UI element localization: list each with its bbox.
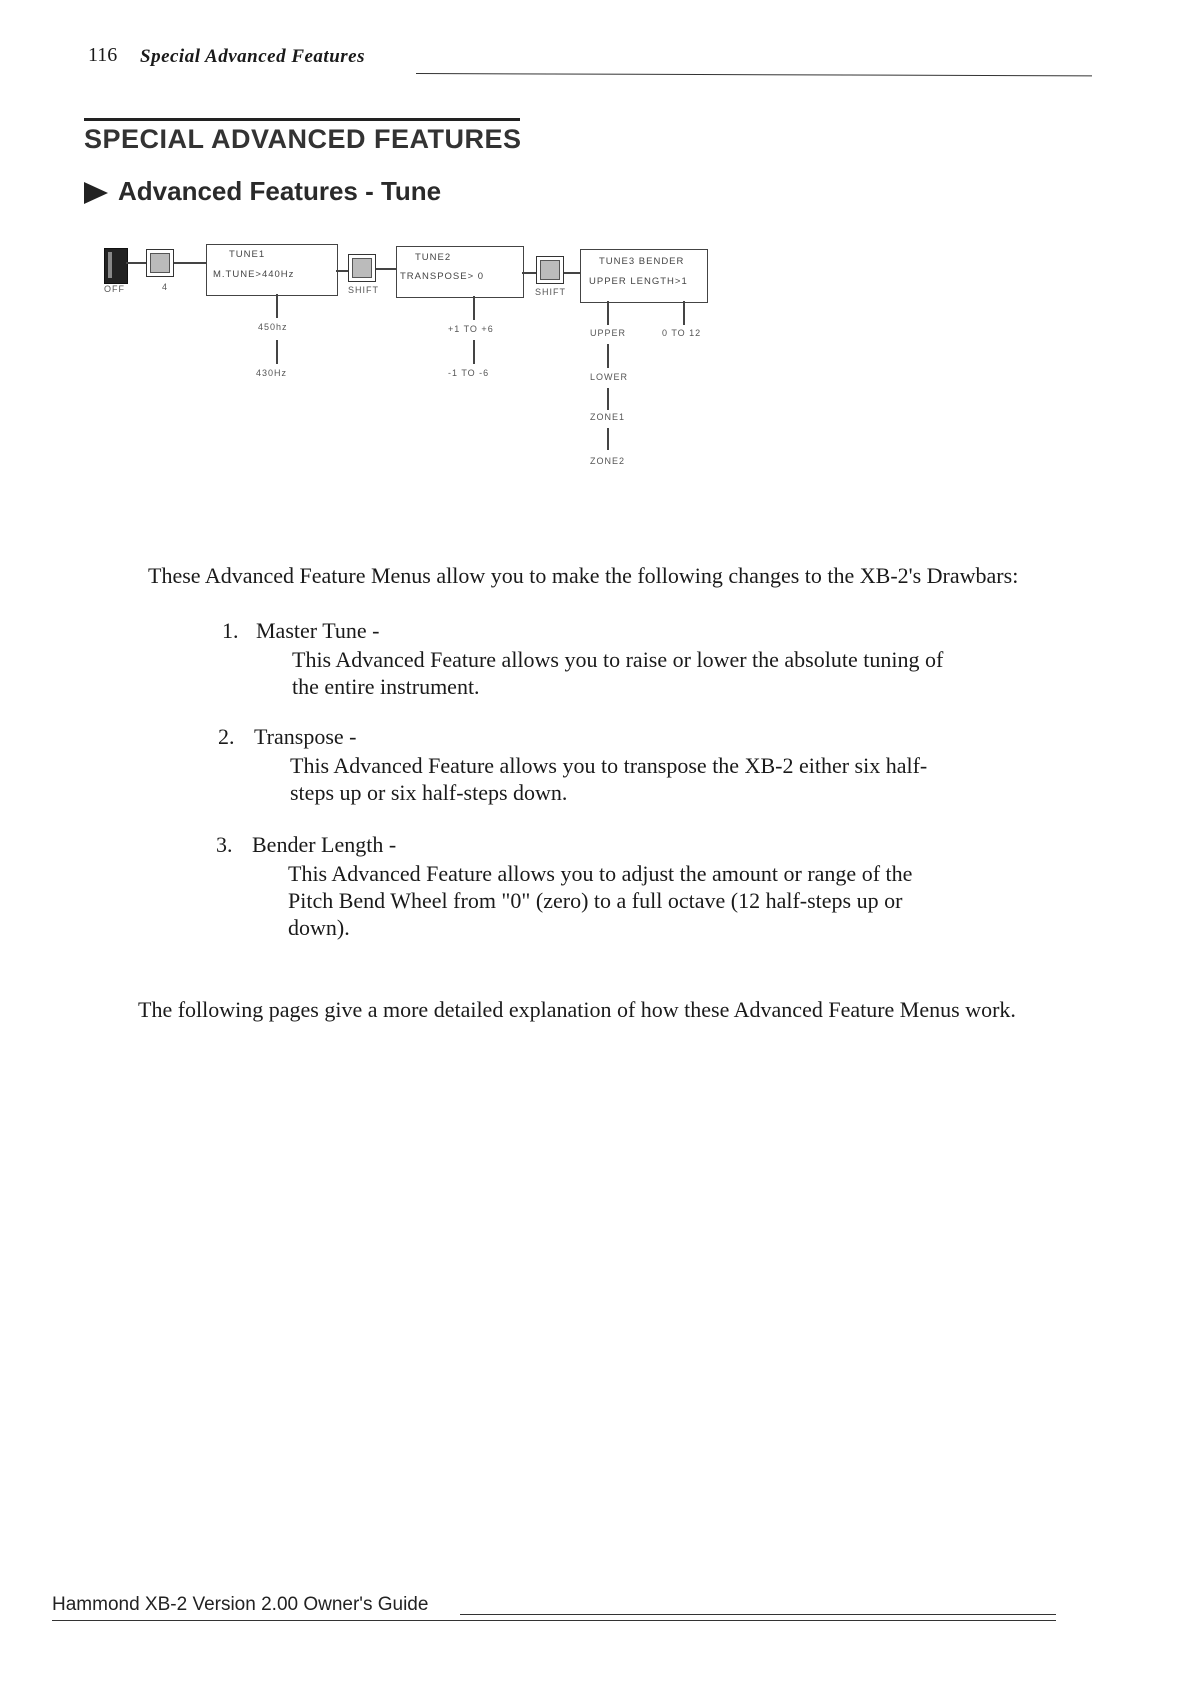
intro-paragraph: These Advanced Feature Menus allow you to make the following changes to the XB-2's Drawbars: [148, 563, 1019, 588]
closing-paragraph: The following pages give a more detailed explanation of how these Advanced Feature Menus work. [138, 997, 1016, 1022]
lcd-tune1-line1: TUNE1 [229, 249, 266, 260]
section-title: SPECIAL ADVANCED FEATURES [84, 124, 522, 154]
footer-rule [460, 1614, 1056, 1615]
connector-line [174, 262, 206, 264]
off-label: OFF [104, 284, 125, 294]
button-4-label: 4 [162, 282, 169, 292]
connector-line [522, 272, 536, 274]
shift-button-1-icon [348, 254, 376, 282]
tune-high-label: 450hz [258, 322, 288, 332]
bender-zone-upper: UPPER [590, 328, 627, 338]
connector-line [607, 428, 609, 450]
item-1-body-line2: the entire instrument. [292, 674, 480, 699]
transpose-down-label: -1 TO -6 [448, 368, 490, 378]
lcd-tune3-line1: TUNE3 BENDER [599, 256, 685, 267]
lcd-tune3 [580, 249, 708, 303]
bender-length-range: 0 TO 12 [662, 328, 702, 338]
subsection-title: Advanced Features - Tune [118, 176, 442, 206]
connector-line [607, 344, 609, 368]
item-3-title: Bender Length - [252, 832, 397, 857]
lcd-tune2-line2: TRANSPOSE> 0 [400, 271, 485, 282]
item-1-body-line1: This Advanced Feature allows you to raise or lower the absolute tuning of [292, 647, 944, 672]
bender-zone-1: ZONE1 [590, 412, 626, 422]
item-3-number: 3. [216, 832, 233, 857]
connector-line [276, 294, 278, 318]
connector-line [607, 301, 609, 325]
lcd-tune2 [396, 246, 524, 298]
lcd-tune1 [206, 244, 338, 296]
item-2-title: Transpose - [254, 724, 357, 749]
connector-line [376, 268, 396, 270]
shift-button-2-icon [536, 256, 564, 284]
lcd-tune1-line2: M.TUNE>440Hz [213, 269, 295, 280]
item-1-number: 1. [222, 618, 239, 643]
connector-line [473, 296, 475, 320]
tune-low-label: 430Hz [256, 368, 288, 378]
tune-menu-diagram [0, 0, 1190, 480]
shift-label-2: SHIFT [535, 287, 566, 297]
running-title: Special Advanced Features [140, 46, 365, 67]
lcd-tune2-line1: TUNE2 [415, 252, 452, 263]
connector-line [276, 340, 278, 364]
lcd-tune3-line2: UPPER LENGTH>1 [589, 276, 688, 287]
off-button-edge [108, 252, 112, 278]
connector-line [126, 262, 146, 264]
item-2-number: 2. [218, 724, 235, 749]
item-1-title: Master Tune - [256, 618, 380, 643]
item-3-body-line1: This Advanced Feature allows you to adjust the amount or range of the [288, 861, 913, 886]
page-number: 116 [88, 44, 118, 66]
item-2-body-line1: This Advanced Feature allows you to transpose the XB-2 either six half- [290, 753, 928, 778]
connector-line [607, 388, 609, 410]
bender-zone-lower: LOWER [590, 372, 629, 382]
item-2-body-line2: steps up or six half-steps down. [290, 780, 568, 805]
transpose-up-label: +1 TO +6 [448, 324, 494, 334]
connector-line [336, 270, 348, 272]
item-3-body-line2: Pitch Bend Wheel from "0" (zero) to a full octave (12 half-steps up or [288, 888, 903, 913]
footer-rule [52, 1620, 1056, 1621]
button-4-icon [146, 249, 174, 277]
connector-line [473, 340, 475, 364]
shift-label-1: SHIFT [348, 285, 379, 295]
footer-title: Hammond XB-2 Version 2.00 Owner's Guide [52, 1594, 429, 1615]
item-3-body-line3: down). [288, 915, 350, 940]
bender-zone-2: ZONE2 [590, 456, 626, 466]
connector-line [564, 272, 580, 274]
connector-line [683, 301, 685, 325]
